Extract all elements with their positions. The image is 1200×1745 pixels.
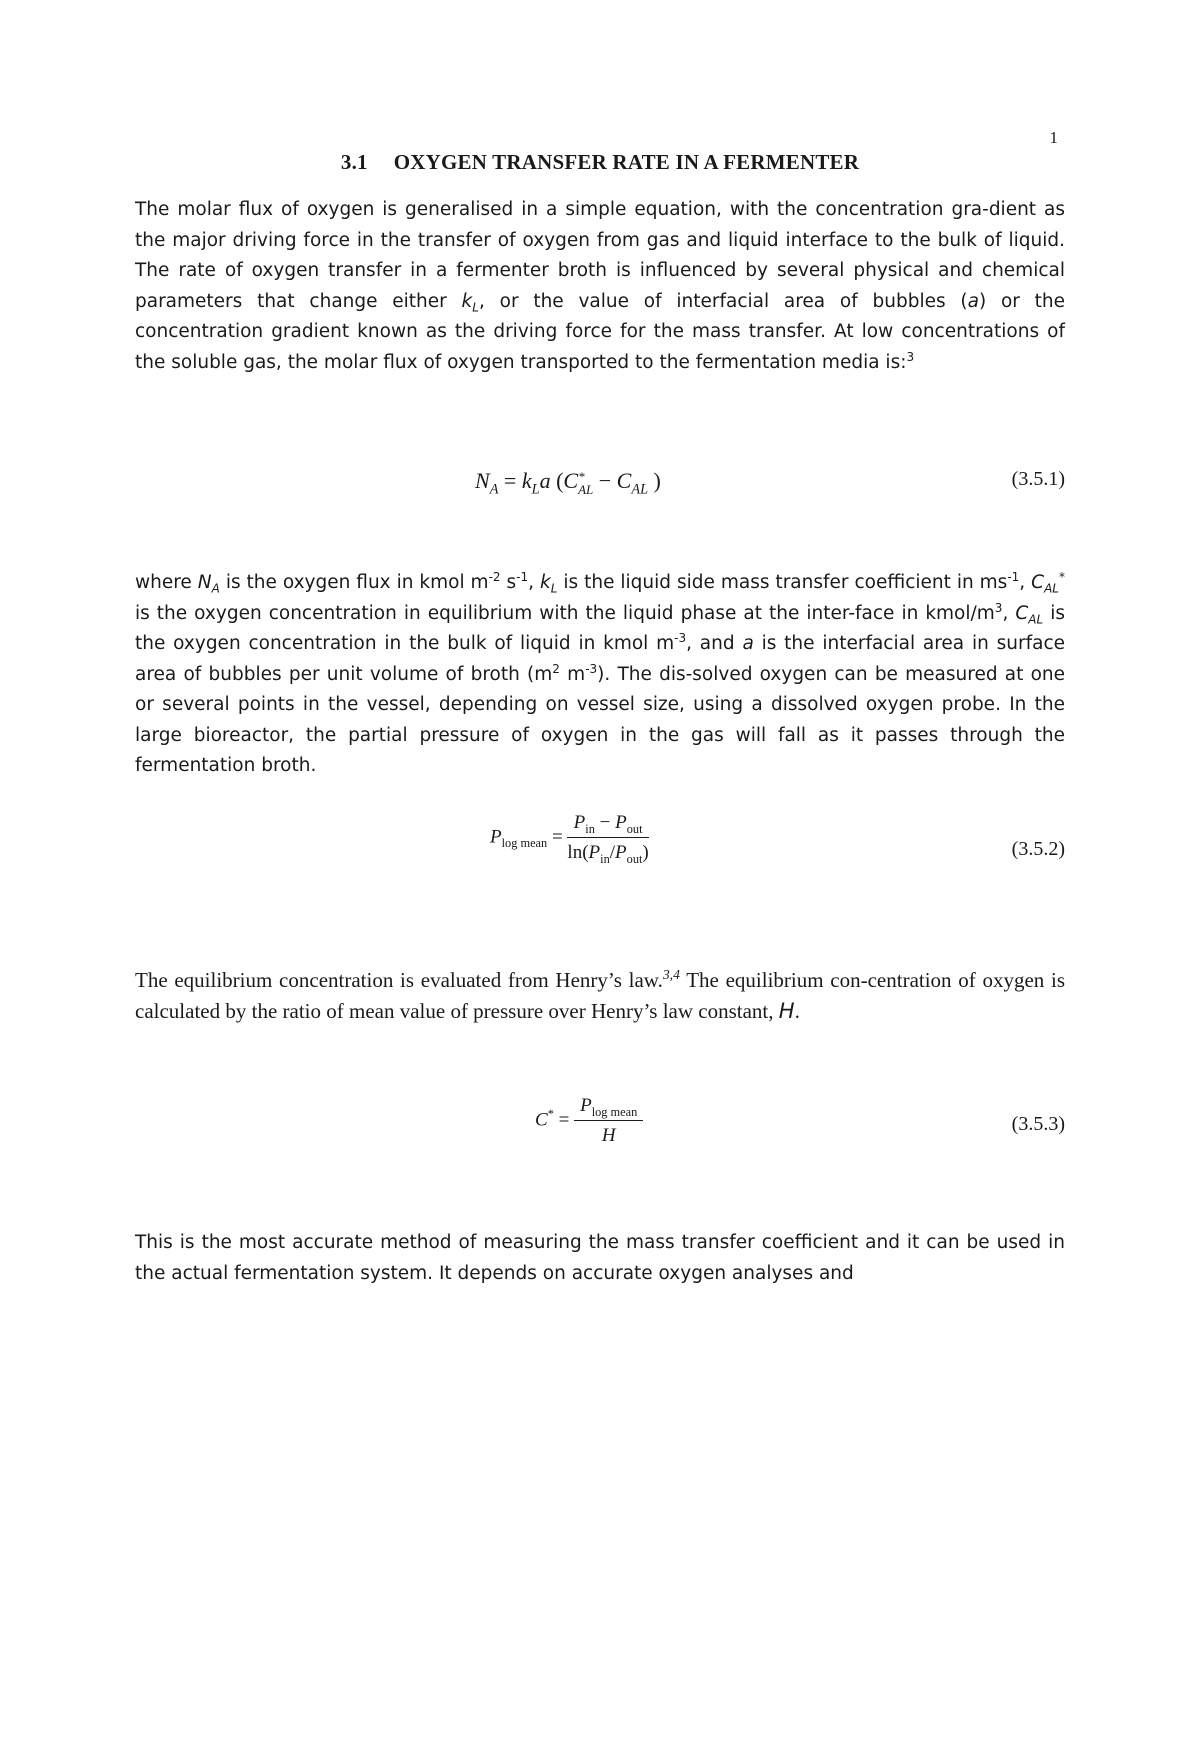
eq-symbol: P bbox=[573, 812, 586, 833]
eq-symbol: P bbox=[615, 812, 627, 833]
symbol-a: a bbox=[742, 633, 754, 654]
paragraph-henry bbox=[135, 965, 1065, 1026]
text-run: , bbox=[1019, 572, 1032, 593]
text-run: The molar flux of oxygen is generalised in a simple equation, with the concentration gra-dient as the major driving force in the transfer of oxygen from gas and liquid interface to the bulk of liquid. The rate of oxygen transfer in a fermenter broth is influenced by several physical and chemical parameters that change either bbox=[135, 199, 1065, 312]
eq-symbol: C bbox=[535, 1109, 548, 1131]
fraction-denominator: H bbox=[601, 1125, 616, 1146]
eq-op: = bbox=[553, 1109, 575, 1131]
text-run: where bbox=[135, 572, 198, 593]
exponent: 3 bbox=[994, 600, 1003, 615]
text-run: , and bbox=[686, 633, 743, 654]
eq-op: / bbox=[609, 842, 616, 863]
text-run: s bbox=[500, 572, 517, 593]
text-run: . bbox=[794, 998, 800, 1023]
eq-sub: log mean bbox=[501, 836, 548, 851]
eq-op: = bbox=[547, 826, 568, 848]
exponent: -3 bbox=[585, 661, 598, 676]
paragraph-method: This is the most accurate method of measuring the mass transfer coefficient and it can be used in the actual fermentation system. It depends on accurate oxygen analyses and bbox=[135, 1232, 1065, 1284]
eq-sub: log mean bbox=[591, 1104, 638, 1119]
equation-number: (3.5.2) bbox=[1011, 838, 1065, 860]
equation-formula bbox=[490, 812, 649, 864]
page-number: 1 bbox=[1049, 128, 1058, 147]
paragraph-definitions bbox=[135, 568, 1065, 782]
eq-sub: AL bbox=[578, 481, 594, 497]
eq-symbol: C bbox=[563, 468, 579, 493]
symbol-k: k bbox=[461, 290, 473, 312]
symbol-C: C bbox=[1031, 572, 1045, 593]
eq-op: ln( bbox=[567, 842, 589, 863]
section-title bbox=[135, 150, 1065, 175]
exponent: 2 bbox=[552, 661, 560, 676]
eq-symbol: N bbox=[475, 468, 490, 493]
text-run: is the oxygen flux in kmol m bbox=[219, 572, 489, 593]
symbol-N: N bbox=[197, 572, 212, 593]
equation-number: (3.5.1) bbox=[1011, 468, 1065, 490]
section-title-text: OXYGEN TRANSFER RATE IN A FERMENTER bbox=[393, 150, 860, 174]
eq-sub: out bbox=[626, 851, 643, 866]
symbol-a: a bbox=[967, 290, 979, 312]
eq-symbol: P bbox=[588, 842, 601, 863]
symbol-C: C bbox=[1015, 602, 1029, 624]
text-run: is the oxygen concentration in the bulk of liquid in kmol m bbox=[135, 602, 1065, 654]
text-run: m bbox=[559, 663, 586, 685]
paragraph-intro bbox=[135, 195, 1065, 378]
eq-op: − bbox=[594, 812, 616, 833]
symbol-H: H bbox=[778, 998, 795, 1023]
text-run: , or the value of interfacial area of bubbles ( bbox=[478, 290, 968, 312]
eq-sup: * bbox=[547, 1107, 554, 1122]
exponent: -1 bbox=[516, 569, 529, 584]
exponent: -3 bbox=[674, 630, 687, 645]
eq-op: ) bbox=[648, 468, 661, 493]
eq-sub: A bbox=[489, 481, 499, 498]
text-run: ). The dis-solved oxygen can be measured at one or several points in the vessel, depending on vessel size, using a dissolved oxygen probe. In the large bioreactor, the partial pressure of oxygen in the gas will fall as it passes through the fermentation broth. bbox=[135, 663, 1066, 776]
equation-3-5-2 bbox=[135, 812, 1065, 892]
symbol-sup: * bbox=[1058, 569, 1065, 584]
eq-symbol: C bbox=[616, 468, 632, 493]
eq-op: = bbox=[498, 468, 522, 493]
text-run: is the interfacial area in surface area of bubbles per unit volume of broth (m bbox=[135, 633, 1065, 685]
fraction bbox=[574, 1095, 643, 1147]
text-run: is the oxygen concentration in equilibrium with the liquid phase at the inter-face in kmol/m bbox=[135, 602, 995, 624]
eq-op: ) bbox=[642, 842, 649, 863]
eq-sup: * bbox=[578, 468, 585, 484]
eq-op: − bbox=[593, 468, 617, 493]
citation-ref: 3 bbox=[906, 349, 915, 364]
eq-op: ( bbox=[550, 468, 564, 493]
text-run: The equilibrium con-centration of oxygen is calculated by the ratio of mean value of pressure over Henry’s law constant, bbox=[135, 968, 1065, 1023]
symbol-sub: L bbox=[472, 300, 479, 315]
fraction-denominator bbox=[567, 838, 648, 864]
citation-ref: 3,4 bbox=[662, 967, 680, 982]
symbol-sub: A bbox=[211, 581, 220, 596]
symbol-sub: AL bbox=[1028, 612, 1044, 627]
symbol-sub: L bbox=[550, 581, 558, 596]
exponent: -2 bbox=[488, 569, 501, 584]
eq-sub: L bbox=[531, 481, 540, 498]
section-number: 3.1 bbox=[340, 150, 368, 174]
eq-sub: in bbox=[600, 851, 610, 866]
eq-symbol: a bbox=[539, 468, 551, 493]
eq-symbol: P bbox=[580, 1095, 592, 1116]
equation-formula bbox=[535, 1095, 643, 1147]
fraction-numerator bbox=[567, 812, 648, 838]
text-run: ) or the concentration gradient known as the driving force for the mass transfer. At low concentrations of the soluble gas, the molar flux of oxygen transported to the fermentation media is: bbox=[135, 290, 1066, 373]
fraction bbox=[567, 812, 648, 864]
eq-sub: out bbox=[626, 821, 643, 836]
equation-formula bbox=[475, 468, 661, 496]
eq-sub: AL bbox=[631, 481, 649, 498]
eq-symbol: P bbox=[490, 826, 502, 848]
text-run: , bbox=[1002, 602, 1016, 624]
text-run: , bbox=[528, 572, 540, 593]
text-run: The equilibrium concentration is evaluated from Henry’s law. bbox=[135, 968, 663, 992]
exponent: -1 bbox=[1007, 569, 1020, 584]
symbol-k: k bbox=[539, 572, 551, 593]
eq-symbol: P bbox=[615, 842, 627, 863]
fraction-numerator bbox=[574, 1095, 643, 1121]
symbol-sub: AL bbox=[1044, 581, 1059, 596]
text-run: is the liquid side mass transfer coefficient in ms bbox=[557, 572, 1008, 593]
eq-symbol: k bbox=[521, 468, 532, 493]
equation-3-5-3 bbox=[135, 1095, 1065, 1175]
eq-sub: in bbox=[585, 821, 595, 836]
equation-number: (3.5.3) bbox=[1011, 1113, 1065, 1135]
equation-3-5-1 bbox=[135, 468, 1065, 528]
